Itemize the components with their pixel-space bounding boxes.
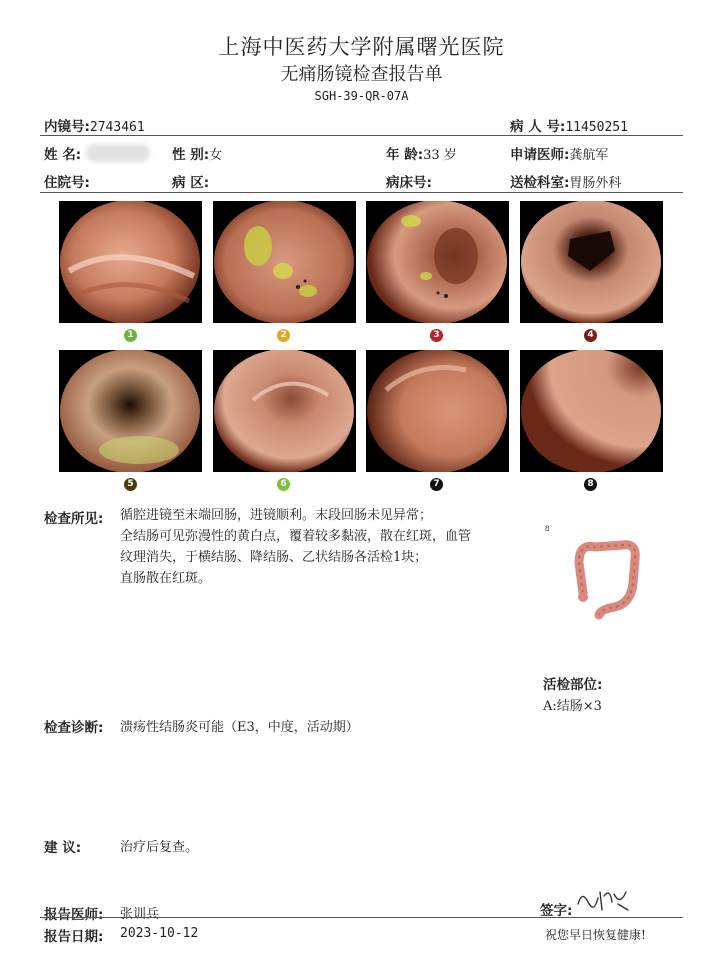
image-number-badge: 7 xyxy=(430,478,443,491)
endo-no-value: 2743461 xyxy=(89,120,145,135)
findings-line: 直肠散在红斑。 xyxy=(120,571,212,586)
age-label: 年 龄: xyxy=(386,147,424,163)
endoscopy-image-6 xyxy=(213,350,356,472)
report-title: 无痛肠镜检查报告单 xyxy=(280,64,443,85)
sex-value: 女 xyxy=(209,148,223,163)
findings-text xyxy=(120,505,530,589)
diagnosis-value: 溃疡性结肠炎可能（E3，中度，活动期） xyxy=(120,720,359,735)
endoscopy-image-1 xyxy=(59,201,202,323)
divider-line xyxy=(40,917,683,918)
ward-field xyxy=(172,171,209,191)
redacted-name xyxy=(86,144,150,162)
dept-value: 胃肠外科 xyxy=(569,176,622,191)
endoscopy-image-3 xyxy=(366,201,509,323)
bed-no-label: 病床号: xyxy=(386,175,432,191)
doctor-label: 报告医师: xyxy=(44,907,104,923)
diagnosis-label: 检查诊断: xyxy=(44,720,104,736)
endoscopy-image-7 xyxy=(366,350,509,472)
divider-line xyxy=(40,135,683,136)
findings-label: 检查所见: xyxy=(44,511,104,527)
dept-label: 送检科室: xyxy=(510,175,570,191)
requesting-doctor-label: 申请医师: xyxy=(510,147,570,163)
findings-line: 循腔进镜至末端回肠，进镜顺利。末段回肠未见异常； xyxy=(120,508,433,523)
signature-label: 签字: xyxy=(540,903,573,919)
age-field xyxy=(386,143,457,163)
patient-no-field xyxy=(510,115,628,135)
handwritten-signature xyxy=(574,884,634,920)
form-code: SGH-39-QR-07A xyxy=(314,89,409,103)
divider-line xyxy=(40,192,683,193)
findings-line: 全结肠可见弥漫性的黄白点，覆着较多黏液，散在红斑，血管 xyxy=(120,529,472,544)
advice-label: 建 议: xyxy=(44,840,82,856)
endoscopy-image-5 xyxy=(59,350,202,472)
patient-no-value: 11450251 xyxy=(565,120,628,135)
inpatient-no-field xyxy=(44,171,90,191)
patient-no-label: 病 人 号: xyxy=(510,119,566,135)
hospital-name: 上海中医药大学附属曙光医院 xyxy=(218,35,505,59)
requesting-doctor-field xyxy=(510,143,608,163)
biopsy-value: A:结肠×3 xyxy=(543,699,602,714)
ward-label: 病 区: xyxy=(172,175,210,191)
dept-field xyxy=(510,171,621,191)
image-number-badge: 2 xyxy=(277,329,290,342)
endoscopy-image-8 xyxy=(520,350,663,472)
name-field xyxy=(44,143,81,163)
image-number-badge: 6 xyxy=(277,478,290,491)
age-value: 33 岁 xyxy=(423,148,457,163)
diagram-mark: 8 xyxy=(545,525,550,533)
image-number-badge: 3 xyxy=(430,329,443,342)
endoscopy-image-4 xyxy=(520,201,663,323)
biopsy-label: 活检部位: xyxy=(543,677,603,693)
endo-no-label: 内镜号: xyxy=(44,119,90,135)
advice-value: 治疗后复查。 xyxy=(120,840,199,855)
colon-diagram-icon xyxy=(565,525,645,629)
name-label: 姓 名: xyxy=(44,147,82,163)
image-number-badge: 8 xyxy=(584,478,597,491)
date-value: 2023-10-12 xyxy=(120,926,199,941)
sex-label: 性 别: xyxy=(172,147,210,163)
sex-field xyxy=(172,143,222,163)
findings-line: 纹理消失，于横结肠、降结肠、乙状结肠各活检1块； xyxy=(120,550,428,565)
requesting-doctor-value: 龚航军 xyxy=(569,148,609,163)
endo-no-field xyxy=(44,115,145,135)
doctor-value: 张训兵 xyxy=(120,907,160,922)
image-number-badge: 5 xyxy=(124,478,137,491)
inpatient-no-label: 住院号: xyxy=(44,175,90,191)
date-label: 报告日期: xyxy=(44,929,104,945)
closing-wish: 祝您早日恢复健康! xyxy=(545,928,646,942)
image-number-badge: 4 xyxy=(584,329,597,342)
bed-no-field xyxy=(386,171,432,191)
image-number-badge: 1 xyxy=(124,329,137,342)
endoscopy-image-2 xyxy=(213,201,356,323)
